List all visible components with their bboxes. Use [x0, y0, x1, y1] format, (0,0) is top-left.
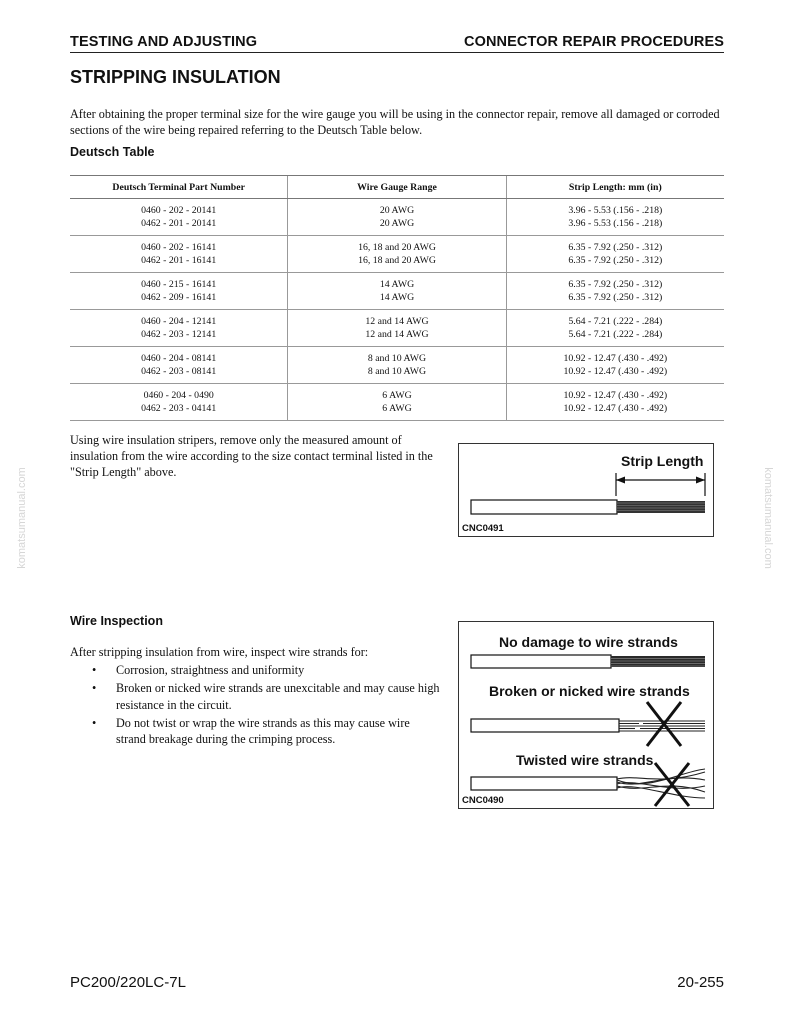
strip-instructions: Using wire insulation stripers, remove only the measured amount of insulation from the wire according to the size contact terminal listed in the "Strip Length" above. — [70, 433, 433, 479]
section-title: STRIPPING INSULATION — [70, 67, 281, 87]
header-section-left: TESTING AND ADJUSTING — [70, 34, 258, 50]
list-item: • Broken or nicked wire strands are unexcitable and may cause high resistance in the circuit. — [92, 681, 440, 712]
strip-length-cell: 10.92 - 12.47 (.430 - .492) 10.92 - 12.47 (.430 - .492) — [506, 347, 724, 384]
column-header-wire-gauge: Wire Gauge Range — [288, 176, 506, 199]
table-row — [70, 347, 724, 384]
strip-length-cell: 3.96 - 5.53 (.156 - .218) 3.96 - 5.53 (.156 - .218) — [506, 199, 724, 236]
watermark-right: komatsumanual.com — [762, 467, 774, 569]
footer-page-number: 20-255 — [677, 974, 724, 991]
list-item: • Do not twist or wrap the wire strands as this may cause wire strand breakage during the crimping process. — [92, 715, 410, 746]
strip-length-cell: 5.64 - 7.21 (.222 - .284) 5.64 - 7.21 (.222 - .284) — [506, 310, 724, 347]
broken-strands-label: Broken or nicked wire strands — [489, 683, 690, 699]
strip-length-cell: 10.92 - 12.47 (.430 - .492) 10.92 - 12.47 (.430 - .492) — [506, 384, 724, 421]
column-header-part-number: Deutsch Terminal Part Number — [70, 176, 288, 199]
part-number-cell: 0460 - 204 - 12141 0462 - 203 - 12141 — [70, 310, 288, 347]
column-header-strip-length: Strip Length: mm (in) — [506, 176, 724, 199]
bullet-symbol: • — [92, 663, 97, 677]
strip-length-cell: 6.35 - 7.92 (.250 - .312) 6.35 - 7.92 (.250 - .312) — [506, 236, 724, 273]
footer-model: PC200/220LC-7L — [70, 974, 186, 991]
watermark-left: komatsumanual.com — [16, 467, 28, 569]
part-number-cell: 0460 - 215 - 16141 0462 - 209 - 16141 — [70, 273, 288, 310]
wire-gauge-cell: 20 AWG 20 AWG — [288, 199, 506, 236]
strip-length-cell: 6.35 - 7.92 (.250 - .312) 6.35 - 7.92 (.250 - .312) — [506, 273, 724, 310]
table-header-row — [70, 176, 724, 199]
strip-length-label: Strip Length — [621, 453, 704, 469]
page-header — [70, 34, 724, 53]
wire-gauge-cell: 16, 18 and 20 AWG 16, 18 and 20 AWG — [288, 236, 506, 273]
list-item: • Corrosion, straightness and uniformity — [92, 663, 305, 677]
bullet-symbol: • — [92, 681, 97, 695]
wire-inspection-figure — [458, 621, 714, 809]
deutsch-table-title: Deutsch Table — [70, 145, 155, 159]
wire-inspection-title: Wire Inspection — [70, 614, 163, 628]
table-row — [70, 236, 724, 273]
wire-gauge-cell: 12 and 14 AWG 12 and 14 AWG — [288, 310, 506, 347]
figure-code-cnc0490: CNC0490 — [462, 795, 504, 806]
no-damage-label: No damage to wire strands — [499, 634, 678, 650]
wire-gauge-cell: 6 AWG 6 AWG — [288, 384, 506, 421]
deutsch-table — [70, 175, 724, 421]
table-row — [70, 199, 724, 236]
wire-gauge-cell: 14 AWG 14 AWG — [288, 273, 506, 310]
part-number-cell: 0460 - 202 - 16141 0462 - 201 - 16141 — [70, 236, 288, 273]
table-row — [70, 310, 724, 347]
table-row — [70, 384, 724, 421]
twisted-strands-label: Twisted wire strands — [516, 752, 654, 768]
table-row — [70, 273, 724, 310]
part-number-cell: 0460 - 204 - 08141 0462 - 203 - 08141 — [70, 347, 288, 384]
part-number-cell: 0460 - 204 - 0490 0462 - 203 - 04141 — [70, 384, 288, 421]
strip-length-figure — [458, 443, 714, 537]
wire-inspection-intro: After stripping insulation from wire, inspect wire strands for: — [70, 645, 369, 659]
wire-gauge-cell: 8 and 10 AWG 8 and 10 AWG — [288, 347, 506, 384]
bullet-symbol: • — [92, 715, 97, 730]
part-number-cell: 0460 - 202 - 20141 0462 - 201 - 20141 — [70, 199, 288, 236]
figure-code-cnc0491: CNC0491 — [462, 523, 504, 534]
inspection-bullet-list — [70, 662, 440, 749]
header-section-right: CONNECTOR REPAIR PROCEDURES — [464, 34, 724, 50]
intro-paragraph: After obtaining the proper terminal size for the wire gauge you will be using in the connector repair, remove all damaged or corroded sections of the wire being repaired referring to the Deutsch Table below. — [70, 107, 720, 137]
